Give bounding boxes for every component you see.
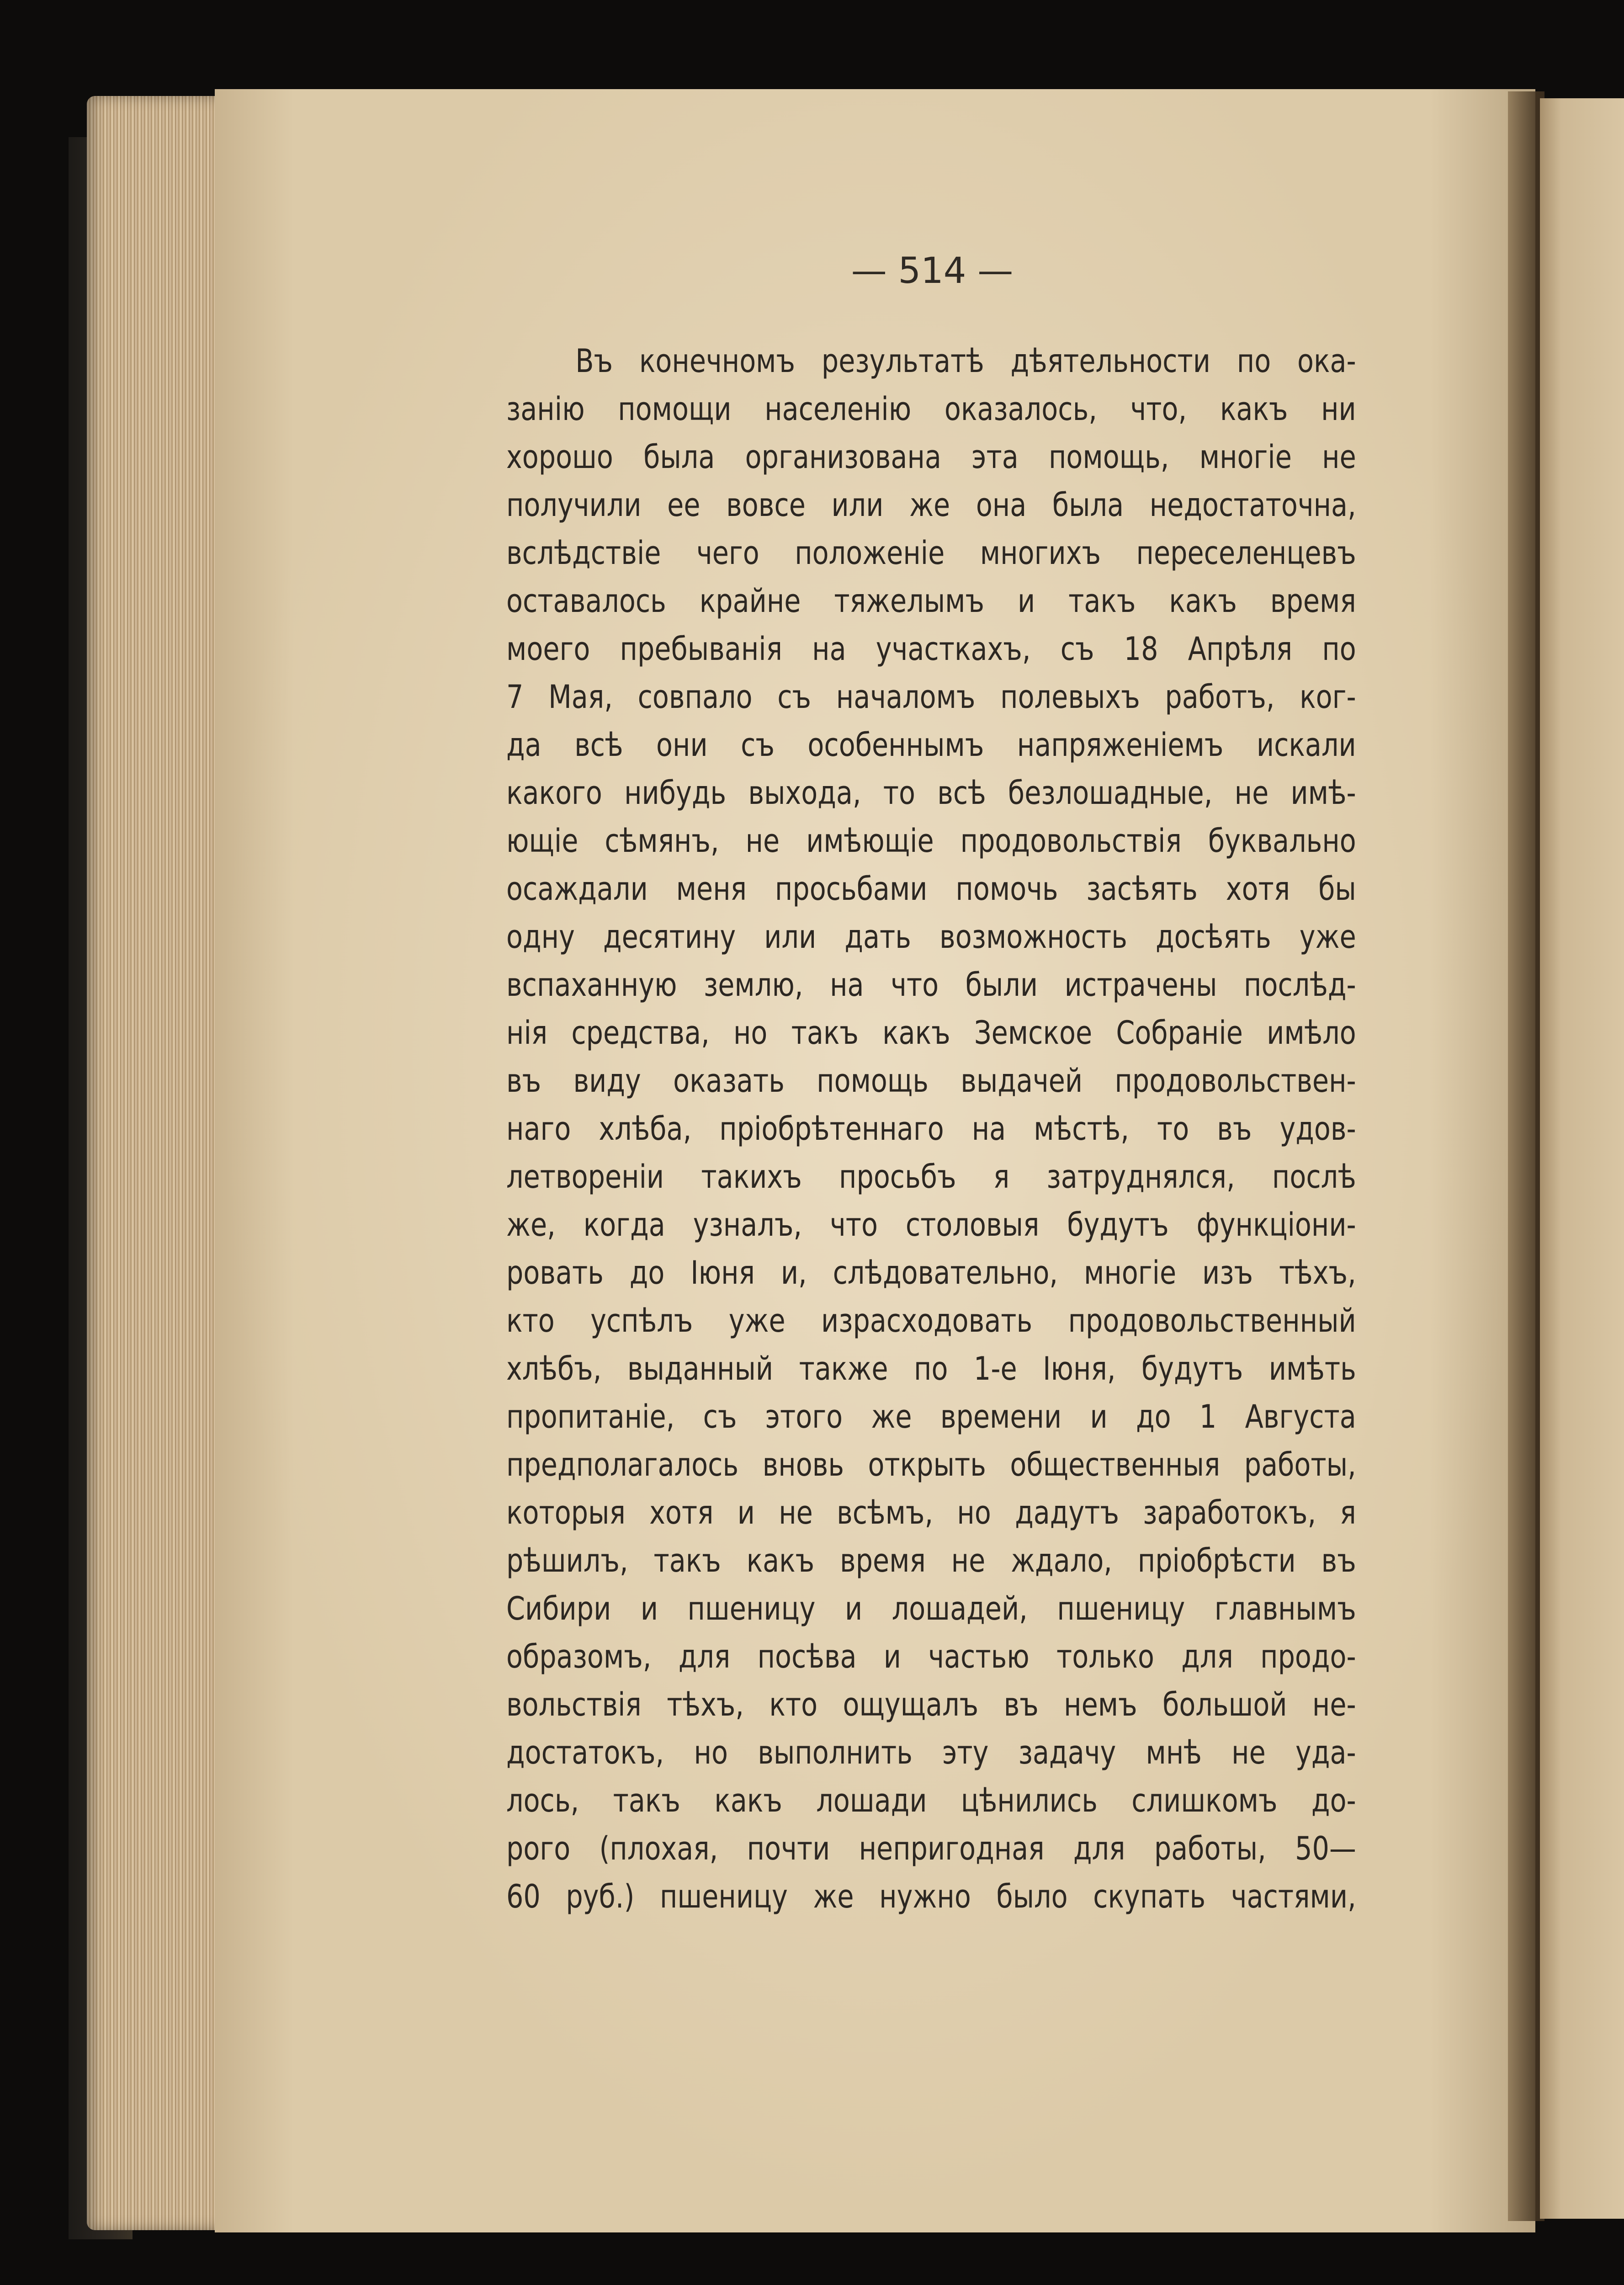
text-line: Въ конечномъ результатѣ дѣятельности по ока- <box>575 342 1356 380</box>
text-line: рѣшилъ, такъ какъ время не ждало, пріобрѣсти въ <box>506 1542 1356 1579</box>
text-line: же, когда узналъ, что столовыя будутъ функціони- <box>506 1206 1356 1243</box>
text-line: рого (плохая, почти непригодная для работы, 50— <box>506 1830 1356 1867</box>
text-line: 7 Мая, совпало съ началомъ полевыхъ работъ, ког- <box>506 678 1356 716</box>
page-number: — 514 — <box>851 250 1014 292</box>
text-line: хлѣбъ, выданный также по 1-е Іюня, будутъ имѣть <box>506 1350 1356 1387</box>
text-line: получили ее вовсе или же она была недостаточна, <box>506 486 1356 524</box>
text-line: летвореніи такихъ просьбъ я затруднялся, послѣ <box>506 1158 1356 1196</box>
text-line: ющіе сѣмянъ, не имѣющіе продовольствія буквально <box>506 822 1356 860</box>
text-line: въ виду оказать помощь выдачей продовольствен- <box>506 1062 1356 1100</box>
text-line: моего пребыванія на участкахъ, съ 18 Апрѣля по <box>506 630 1356 668</box>
text-line: которыя хотя и не всѣмъ, но дадутъ заработокъ, я <box>506 1494 1356 1531</box>
facing-page-edge <box>1540 98 1624 2219</box>
text-line: нія средства, но такъ какъ Земское Собраніе имѣло <box>506 1014 1356 1052</box>
text-line: достатокъ, но выполнить эту задачу мнѣ не уда- <box>506 1734 1356 1771</box>
text-line: осаждали меня просьбами помочь засѣять хотя бы <box>506 870 1356 908</box>
text-line: вслѣдствіе чего положеніе многихъ переселенцевъ <box>506 534 1356 572</box>
text-line: вспаханную землю, на что были истрачены послѣд- <box>506 966 1356 1004</box>
text-line: оставалось крайне тяжелымъ и такъ какъ время <box>506 582 1356 620</box>
text-line: какого нибудь выхода, то всѣ безлошадные, не имѣ- <box>506 774 1356 812</box>
text-line: пропитаніе, съ этого же времени и до 1 Августа <box>506 1398 1356 1435</box>
text-line: да всѣ они съ особеннымъ напряженіемъ искали <box>506 726 1356 764</box>
text-line: ровать до Іюня и, слѣдовательно, многіе изъ тѣхъ, <box>506 1254 1356 1291</box>
text-line: вольствія тѣхъ, кто ощущалъ въ немъ большой не- <box>506 1686 1356 1723</box>
text-line: образомъ, для посѣва и частью только для продо- <box>506 1638 1356 1675</box>
text-line: наго хлѣба, пріобрѣтеннаго на мѣстѣ, то въ удов- <box>506 1110 1356 1148</box>
text-line: хорошо была организована эта помощь, многіе не <box>506 438 1356 476</box>
text-line: кто успѣлъ уже израсходовать продовольственный <box>506 1302 1356 1339</box>
text-line: 60 руб.) пшеницу же нужно было скупать частями, <box>506 1878 1356 1915</box>
text-line: предполагалось вновь открыть общественныя работы, <box>506 1446 1356 1483</box>
text-line: лось, такъ какъ лошади цѣнились слишкомъ до- <box>506 1782 1356 1819</box>
text-line: занію помощи населенію оказалось, что, какъ ни <box>506 390 1356 428</box>
book-gutter <box>1508 91 1544 2221</box>
body-text <box>506 337 1356 1921</box>
text-line: Сибири и пшеницу и лошадей, пшеницу главнымъ <box>506 1590 1356 1627</box>
text-line: одну десятину или дать возможность досѣять уже <box>506 918 1356 956</box>
